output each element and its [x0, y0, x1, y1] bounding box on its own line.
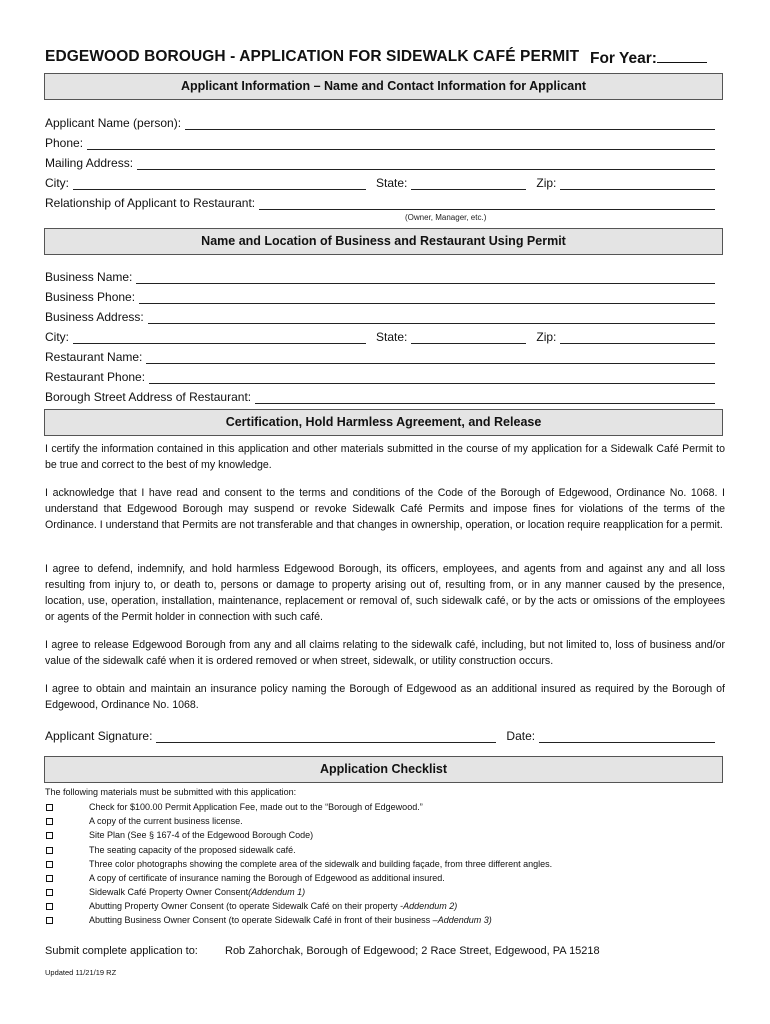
business-section-heading: Name and Location of Business and Restaurant Using Permit: [44, 228, 723, 255]
signature-date-row: [45, 727, 715, 743]
checklist-item-text: Check for $100.00 Permit Application Fee, made out to the “Borough of Edgewood.”: [89, 802, 423, 812]
certification-paragraph-1: I certify the information contained in this application and other materials submitted in the course of my application for a Sidewalk Café Permit to be true and correct to the best of my knowledge.: [45, 443, 725, 471]
business-address-field[interactable]: [148, 312, 715, 324]
applicant-phone-row: [45, 134, 715, 150]
restaurant-phone-label: Restaurant Phone:: [45, 370, 146, 384]
business-phone-field[interactable]: [139, 292, 715, 304]
mailing-address-row: [45, 154, 715, 170]
business-address-row: [45, 308, 715, 324]
applicant-state-label: State:: [376, 176, 408, 190]
business-phone-row: [45, 288, 715, 304]
applicant-zip-label: Zip:: [536, 176, 557, 190]
signature-label: Applicant Signature:: [45, 729, 153, 743]
applicant-name-field[interactable]: [185, 118, 715, 130]
checklist-item-addendum: Addendum 2): [403, 901, 458, 911]
certification-paragraph-2: I acknowledge that I have read and consent to the terms and conditions of the Code of the Borough of Edgewood, Ordinance No. 1068. I understand that Edgewood Borough may suspend or revoke Sidewalk Café Permits and impose fines for violations of the terms of the Ordinance. I understand that Permits are not transferable and that changes in ownership, operation, or location require reapplication for a permit.: [45, 487, 725, 531]
checklist-item-text: Site Plan (See § 167-4 of the Edgewood Borough Code): [89, 830, 314, 840]
business-zip-field[interactable]: [560, 332, 715, 344]
relationship-field[interactable]: [259, 198, 715, 210]
checkbox[interactable]: [46, 832, 53, 839]
checklist-section-heading: Application Checklist: [44, 756, 723, 783]
applicant-city-field[interactable]: [73, 178, 366, 190]
street-address-row: [45, 388, 715, 404]
certification-paragraph-3: I agree to defend, indemnify, and hold harmless Edgewood Borough, its officers, employees, and agents from and against any and all loss resulting from injury to, or death to, persons or damage to property arising out of, resulting from, or in any manner caused by the presence, location, use, operation, installation, maintenance, replacement or removal of, such sidewalk café, or by the acts or omissions of the employees or agents of the Permit holder in connection with such café.: [45, 563, 725, 623]
restaurant-name-label: Restaurant Name:: [45, 350, 143, 364]
business-state-field[interactable]: [411, 332, 526, 344]
checklist-item-text: Three color photographs showing the complete area of the sidewalk and building façade, from three different angles.: [89, 859, 553, 869]
checklist-item: [46, 885, 726, 899]
certification-section-heading: Certification, Hold Harmless Agreement, and Release: [44, 409, 723, 436]
applicant-zip-field[interactable]: [560, 178, 715, 190]
mailing-address-label: Mailing Address:: [45, 156, 134, 170]
submit-address: Rob Zahorchak, Borough of Edgewood; 2 Race Street, Edgewood, PA 15218: [225, 945, 600, 957]
certification-paragraph-5: I agree to obtain and maintain an insurance policy naming the Borough of Edgewood as an additional insured as required by the Borough of Edgewood, Ordinance No. 1068.: [45, 683, 725, 711]
submit-label: Submit complete application to:: [45, 945, 198, 957]
submit-instructions: [45, 945, 600, 957]
checklist-item-addendum: Addendum 3): [437, 915, 492, 925]
business-name-field[interactable]: [136, 272, 715, 284]
applicant-name-row: [45, 114, 715, 130]
date-field[interactable]: [539, 731, 715, 743]
checkbox[interactable]: [46, 818, 53, 825]
checklist-item: [46, 899, 726, 913]
checklist-item-text: A copy of the current business license.: [89, 816, 243, 826]
business-phone-label: Business Phone:: [45, 290, 136, 304]
checklist-item: [46, 871, 726, 885]
checkbox[interactable]: [46, 903, 53, 910]
for-year: [590, 48, 707, 68]
restaurant-phone-field[interactable]: [149, 372, 715, 384]
title-row: [45, 48, 725, 70]
street-address-label: Borough Street Address of Restaurant:: [45, 390, 252, 404]
checklist-item: [46, 814, 726, 828]
checklist-item-text: A copy of certificate of insurance naming the Borough of Edgewood as additional insured.: [89, 873, 445, 883]
checkbox[interactable]: [46, 804, 53, 811]
mailing-address-field[interactable]: [137, 158, 715, 170]
relationship-hint: (Owner, Manager, etc.): [405, 213, 487, 222]
restaurant-name-row: [45, 348, 715, 364]
business-address-label: Business Address:: [45, 310, 144, 324]
checkbox[interactable]: [46, 847, 53, 854]
business-state-label: State:: [376, 330, 408, 344]
applicant-section-heading: Applicant Information – Name and Contact Information for Applicant: [44, 73, 723, 100]
applicant-city-state-zip-row: [45, 174, 715, 190]
business-name-label: Business Name:: [45, 270, 133, 284]
checklist-item: [46, 913, 726, 927]
business-zip-label: Zip:: [536, 330, 557, 344]
relationship-label: Relationship of Applicant to Restaurant:: [45, 196, 256, 210]
applicant-city-label: City:: [45, 176, 69, 190]
checklist-item-text: Sidewalk Café Property Owner Consent: [89, 887, 249, 897]
for-year-field[interactable]: [657, 48, 707, 63]
business-city-field[interactable]: [73, 332, 366, 344]
certification-paragraph-4: I agree to release Edgewood Borough from any and all claims relating to the sidewalk café, including, but not limited to, loss of business and/or value of the sidewalk café when it is ordered removed or when street, sidewalk, or utility construction occurs.: [45, 639, 725, 667]
checklist-item-text: Abutting Business Owner Consent (to operate Sidewalk Café in front of their business –: [89, 915, 438, 925]
applicant-phone-field[interactable]: [87, 138, 715, 150]
checkbox[interactable]: [46, 889, 53, 896]
business-name-row: [45, 268, 715, 284]
applicant-phone-label: Phone:: [45, 136, 84, 150]
page-title: EDGEWOOD BOROUGH - APPLICATION FOR SIDEWALK CAFÉ PERMIT: [45, 48, 580, 65]
business-city-state-zip-row: [45, 328, 715, 344]
checklist-item: [46, 857, 726, 871]
checklist-item-text: Abutting Property Owner Consent (to operate Sidewalk Café on their property -: [89, 901, 404, 911]
signature-field[interactable]: [156, 731, 496, 743]
business-city-label: City:: [45, 330, 69, 344]
applicant-name-label: Applicant Name (person):: [45, 116, 182, 130]
checklist-item-addendum: (Addendum 1): [248, 887, 306, 897]
street-address-field[interactable]: [255, 392, 715, 404]
date-label: Date:: [506, 729, 536, 743]
checklist-item: [46, 828, 726, 842]
applicant-state-field[interactable]: [411, 178, 526, 190]
checkbox[interactable]: [46, 875, 53, 882]
for-year-label: For Year:: [590, 50, 657, 67]
updated-note: Updated 11/21/19 RZ: [45, 968, 117, 977]
restaurant-phone-row: [45, 368, 715, 384]
restaurant-name-field[interactable]: [146, 352, 715, 364]
checklist-intro: The following materials must be submitted with this application:: [45, 787, 297, 797]
checklist-item: [46, 800, 726, 814]
checkbox[interactable]: [46, 917, 53, 924]
checklist-item-text: The seating capacity of the proposed sidewalk café.: [89, 845, 296, 855]
relationship-row: [45, 194, 715, 210]
checklist-item: [46, 843, 726, 857]
checkbox[interactable]: [46, 861, 53, 868]
